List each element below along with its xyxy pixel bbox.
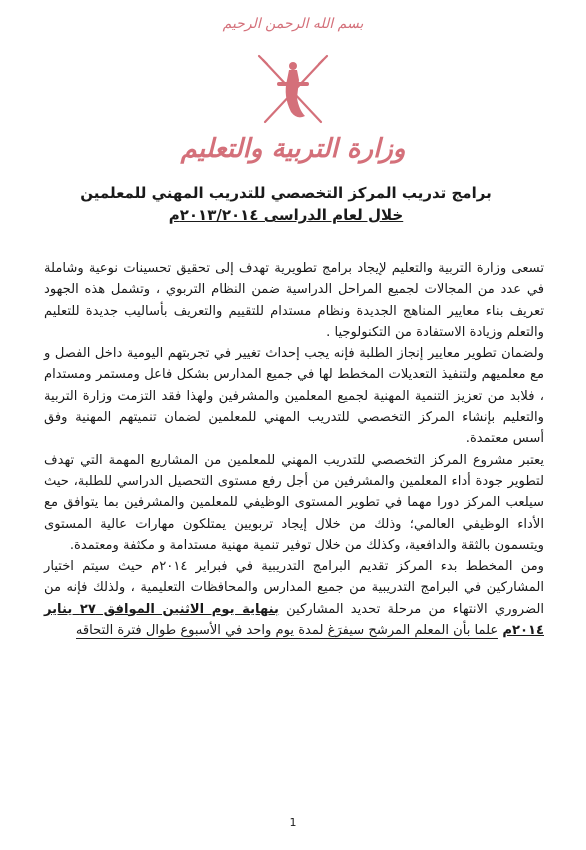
- ministry-name-logo: وزارة التربية والتعليم: [180, 134, 406, 164]
- document-subtitle: [56, 206, 516, 224]
- deadline-date: بنهاية يوم الاثنين الموافق ٢٧ يناير ٢٠١٤م: [44, 601, 544, 639]
- oman-national-emblem-icon: [253, 52, 333, 130]
- schedule-text-start: ومن المخطط بدء المركز تقديم البرامج التدريبية في فبراير ٢٠١٤م حيث سيتم اختيار المشاركين في البرامج التدريبية من جميع المدارس والمحافظات التعليمية ، ولذلك فإنه من الضروري الانتهاء من مرحلة تحديد المشاركين: [44, 559, 545, 617]
- paragraph-project: يعتبر مشروع المركز التخصصي للتدريب المهني للمعلمين من المشاريع المهمة التي تهدف لتطوير جودة أداء المعلمين والمشرفين من أجل رفع مستوى التحصيل الدراسي للطلبة، حيث سيلعب المركز دورا مهما في تطوير المستوى الوظيفي للمعلمين والمشرفين بما يتوافق مع الأداء الوظيفي العالمي؛ وذلك من خلال إيجاد تربويين يمتلكون مهارات عالية المستوى ويتسمون بالثقة والدافعية، وكذلك من خلال توفير تنمية مهنية مستدامة و مكثفة ومعتمدة.: [44, 452, 544, 553]
- paragraph-intro: تسعى وزارة التربية والتعليم لإيجاد برامج تطويرية تهدف إلى تحقيق تحسينات نوعية وشاملة في عدد من المجالات لجميع المراحل الدراسية ضمن النظام التربوي ، وتشمل هذه الجهود تعريف بناء معايير المناهج الجديدة ونظام مستدام للتقييم والتعريف بأساليب جديدة للتعليم والتعلم وزيادة الاستفادة من التكنولوجيا .: [44, 261, 544, 340]
- basmala-heading: بسم الله الرحمن الرحيم: [222, 16, 364, 32]
- page-number: 1: [289, 816, 297, 829]
- schedule-text-end: علما بأن المعلم المرشح سيفرَغ لمدة يوم واحد في الأسبوع طوال فترة التحاقه: [75, 623, 499, 639]
- paragraph-standards: ولضمان تطوير معايير إنجاز الطلبة فإنه يجب إحداث تغيير في تجربتهم اليومية داخل الفصل و مع معلميهم ولتنفيذ التعديلات المخطط لها في جميع المدارس بشكل فاعل ومستمر ومستدام ، فلابد من تعزيز التنمية المهنية لجميع المعلمين والمشرفين ولهذا فقد التزمت وزارة التربية والتعليم بإنشاء المركز التخصصي للتدريب المهني للمعلمين لضمان تنميتهم المهنية وفق أسس معتمدة.: [44, 346, 544, 447]
- document-title: برامج تدريب المركز التخصصي للتدريب المهني للمعلمين: [80, 184, 492, 202]
- paragraph-schedule: [44, 556, 544, 641]
- document-body: [44, 258, 544, 641]
- academic-year-label: خلال لعام الدراسى ٢٠١٣/٢٠١٤م: [168, 206, 404, 224]
